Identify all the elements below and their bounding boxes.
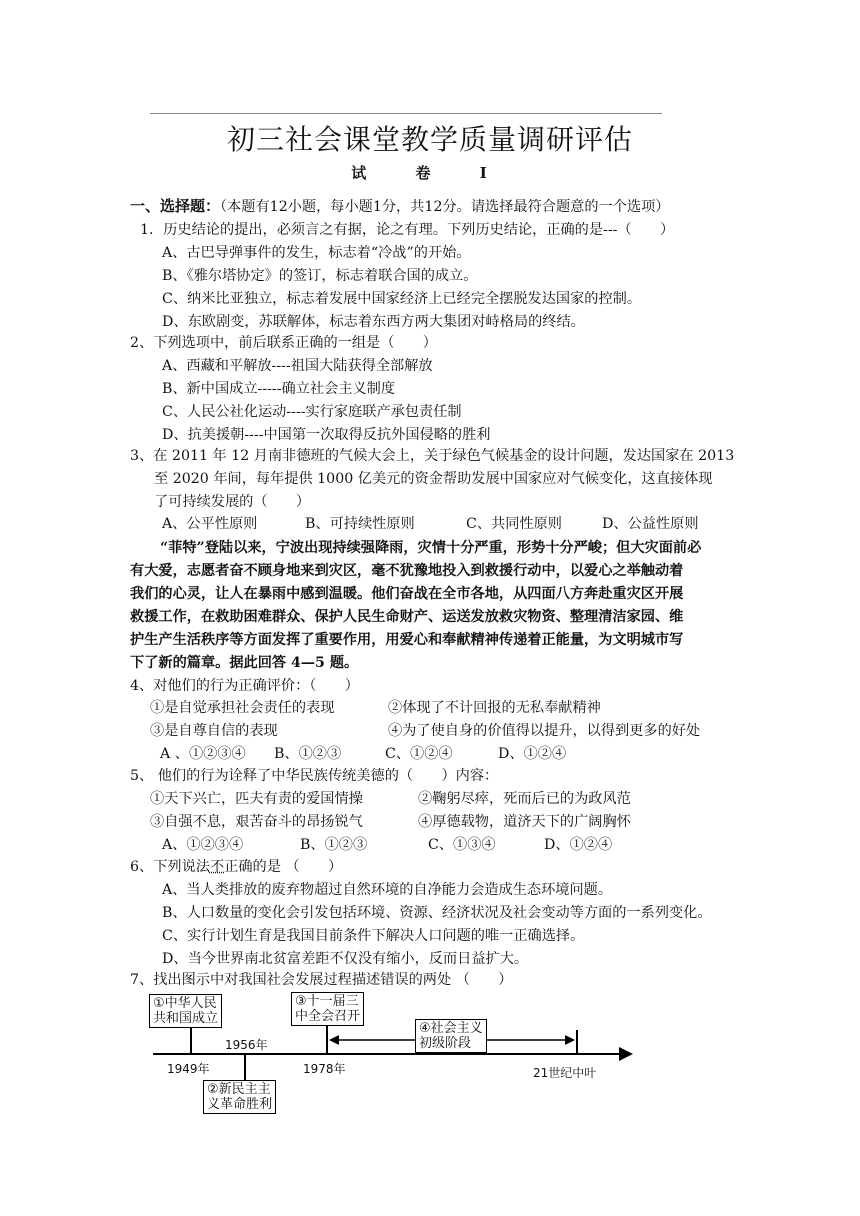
passage-line2: 有大爱，志愿者奋不顾身地来到灾区，毫不犹豫地投入到救援行动中，以爱心之举触动着 [130, 563, 684, 579]
passage-line6: 下了新的篇章。据此回答 4—5 题。 [130, 655, 359, 671]
q5-option-c: C、①③④ [428, 837, 496, 853]
paper-subtitle: 试 卷 I [351, 164, 509, 182]
q4-option-b: B、①②③ [274, 746, 342, 762]
q5-option-d: D、①②④ [544, 837, 613, 853]
q7-stem: 7、找出图示中对我国社会发展过程描述错误的两处 （ ） [130, 972, 513, 988]
passage-line3: 我们的心灵，让人在暴雨中感到温暖。他们奋战在全市各地，从四面八方奔赴重灾区开展 [130, 586, 684, 602]
q5-option-b: B、①②③ [300, 837, 368, 853]
q6-option-d: D、当今世界南北贫富差距不仅没有缩小，反而日益扩大。 [162, 951, 529, 967]
q5-stem: 5、 他们的行为诠释了中华民族传统美德的（ ）内容： [130, 768, 499, 784]
q4-option-a: A 、①②③④ [160, 746, 246, 762]
q3-option-d: D、公益性原则 [602, 516, 699, 532]
q3-option-c: C、共同性原则 [466, 516, 562, 532]
q4-item-3: ③是自尊自信的表现 [150, 723, 278, 739]
passage-line1: “菲特”登陆以来，宁波出现持续强降雨，灾情十分严重，形势十分严峻；但大灾面前必 [160, 540, 702, 556]
axis-arrow-head [619, 1047, 633, 1061]
q6-option-b: B、人口数量的变化会引发包括环境、资源、经济状况及社会变动等方面的一系列变化。 [162, 905, 712, 921]
passage-line5: 护生产生活秩序等方面发挥了重要作用，用爱心和奉献精神传递着正能量，为文明城市写 [130, 632, 684, 648]
q2-stem: 2、下列选项中，前后联系正确的一组是（ ） [130, 335, 437, 351]
q5-item-2: ②鞠躬尽瘁，死而后已的为政风范 [418, 791, 631, 807]
q2-option-d: D、抗美援朝----中国第一次取得反抗外国侵略的胜利 [162, 427, 491, 443]
q6-option-a: A、当人类排放的废弃物超过自然环境的自净能力会造成生态环境问题。 [162, 882, 613, 898]
header-rule [150, 113, 662, 114]
q5-option-a: A、①②③④ [162, 837, 244, 853]
q1-option-b: B、《雅尔塔协定》的签订，标志着联合国的成立。 [162, 268, 478, 284]
label-1956: 1956年 [225, 1038, 268, 1052]
q4-item-4: ④为了使自身的价值得以提升，以得到更多的好处 [388, 723, 701, 739]
span-arrow-left [329, 1035, 339, 1045]
q5-item-4: ④厚德载物，道济天下的广阔胸怀 [418, 814, 631, 830]
q4-option-c: C、①②④ [385, 746, 453, 762]
q1-option-d: D、东欧剧变，苏联解体，标志着东西方两大集团对峙格局的终结。 [162, 314, 585, 330]
passage-line4: 救援工作，在救助困难群众、保护人民生命财产、运送发放救灾物资、整理清洁家园、维 [130, 609, 684, 625]
section-heading [130, 196, 670, 217]
q3-option-a: A、公平性原则 [162, 516, 258, 532]
q4-item-2: ②体现了不计回报的无私奉献精神 [388, 700, 601, 716]
q3-option-b: B、可持续性原则 [305, 516, 415, 532]
q5-item-1: ①天下兴亡，匹夫有责的爱国情操 [150, 791, 363, 807]
q4-stem: 4、对他们的行为正确评价：（ ） [130, 678, 359, 694]
q4-item-1: ①是自觉承担社会责任的表现 [150, 700, 335, 716]
page-title: 初三社会课堂教学质量调研评估 [226, 123, 633, 156]
q2-option-a: A、西藏和平解放----祖国大陆获得全部解放 [162, 358, 433, 374]
emphasis-not: 不 [209, 859, 225, 875]
section-note: （本题有12小题，每小题1分，共12分。请选择最符合题意的一个选项） [220, 199, 670, 215]
q3-stem-line2: 至 2020 年间，每年提供 1000 亿美元的资金帮助发展中国家应对气候变化，这直接体现 [154, 471, 713, 487]
q6-stem: 6、下列说法不正确的是 （ ） [130, 859, 343, 875]
q3-stem-line1: 3、在 2011 年 12 月南非德班的气候大会上，关于绿色气候基金的设计问题，发达国家在 2013 [130, 448, 735, 464]
timeline-box-primary-stage: ④社会主义 初级阶段 [415, 1019, 487, 1053]
q3-stem-line3: 了可持续发展的（ ） [154, 494, 311, 510]
q1-option-a: A、古巴导弹事件的发生，标志着“冷战”的开始。 [162, 245, 471, 261]
timeline-box-new-democratic: ②新民主主 义革命胜利 [203, 1080, 276, 1114]
section-title: 一、选择题： [130, 197, 221, 215]
q2-option-c: C、人民公社化运动----实行家庭联产承包责任制 [162, 404, 462, 420]
q2-option-b: B、新中国成立-----确立社会主义制度 [162, 381, 396, 397]
timeline-box-prc-founded: ①中华人民 共和国成立 [149, 994, 222, 1028]
q1-option-c: C、纳米比亚独立，标志着发展中国家经济上已经完全摆脱发达国家的控制。 [162, 291, 642, 307]
q4-option-d: D、①②④ [498, 746, 567, 762]
q1-stem: 1．历史结论的提出，必须言之有据，论之有理。下列历史结论，正确的是---（ ） [140, 222, 675, 238]
q5-item-3: ③自强不息，艰苦奋斗的昂扬锐气 [150, 814, 363, 830]
span-arrow-right [565, 1035, 575, 1045]
label-21st-century: 21世纪中叶 [533, 1066, 597, 1080]
label-1949: 1949年 [167, 1062, 210, 1076]
history-timeline [145, 992, 645, 1122]
label-1978: 1978年 [303, 1062, 346, 1076]
q6-option-c: C、实行计划生育是我国目前条件下解决人口问题的唯一正确选择。 [162, 928, 585, 944]
timeline-box-third-plenum: ③十一届三 中全会召开 [291, 992, 364, 1026]
